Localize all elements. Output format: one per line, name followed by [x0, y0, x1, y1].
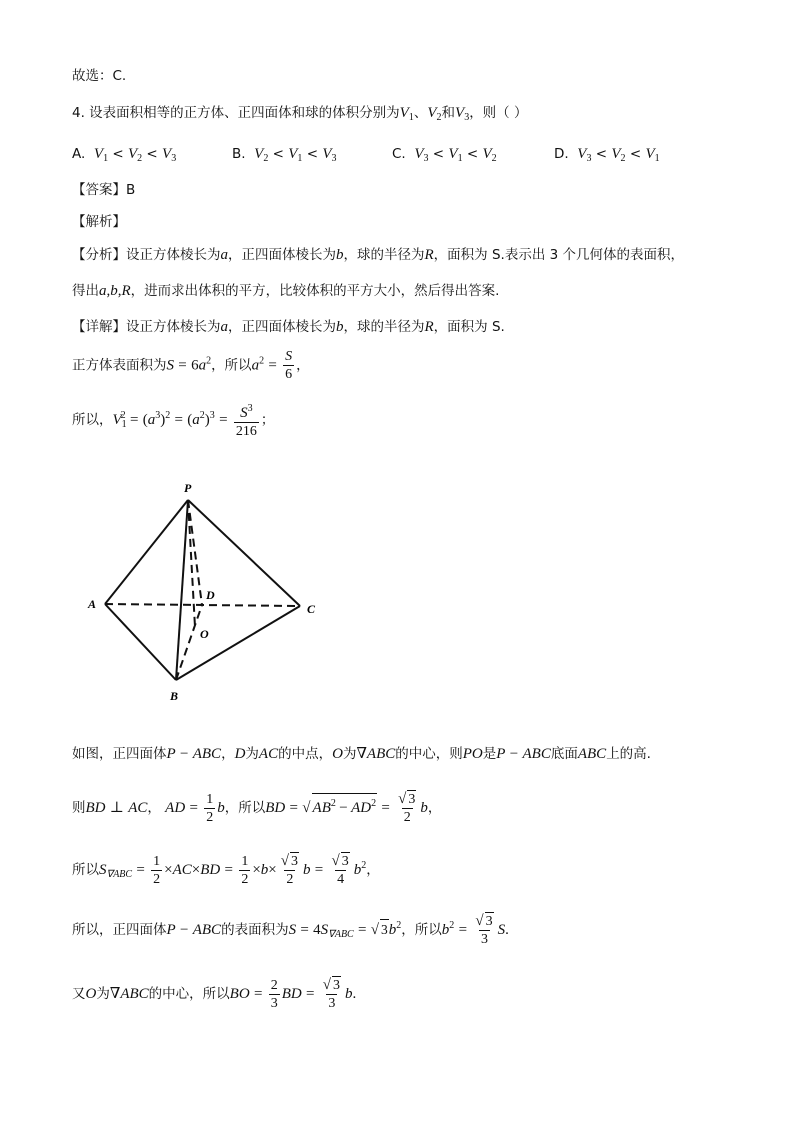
option-d: D. $V_3 < V_2 < V_1$ [554, 146, 660, 164]
area-abc-line: 所以$S_{\nabla ABC}$ = $\frac{1}{2}$ ×AC×BD = $\frac{1}{2}$ ×b× $\frac{√ 3}{2}$ b = $\frac{√ 3}{4}$ $b^2$， [72, 853, 380, 887]
answer-line: 【答案】B [72, 182, 136, 198]
option-b: B. $V_2 < V_1 < V_3$ [232, 146, 337, 164]
question-text: 4. 设表面积相等的正方体、正四面体和球的体积分别为 [72, 105, 400, 121]
cube-volume-line: 所以，$V_1^2 = (a^3)^2 = (a^2)^3$ = $\frac{S^3}{216}$ ； [72, 400, 274, 440]
bo-line: 又O为∇ABC的中心，所以BO = $\frac{2}{3}$ BD = $\frac{√ 3}{3}$ b. [72, 977, 357, 1011]
fraction-s3-over-216: $\frac{S^3}{216}$ [235, 403, 257, 439]
options-line [72, 144, 660, 169]
option-a: A. $V_1 < V_2 < V_3$ [72, 146, 177, 164]
xiangjie-line: 【详解】设正方体棱长为a，正四面体棱长为b，球的半径为R，面积为 S. [72, 319, 505, 335]
label-P: P [184, 481, 192, 495]
text-line-choice [72, 66, 126, 86]
fenxi-line-1: 【分析】设正方体棱长为a，正四面体棱长为b，球的半径为R，面积为 S.表示出 3 个几何体的表面积， [72, 247, 684, 263]
option-c: C. $V_3 < V_1 < V_2$ [392, 146, 497, 164]
tetra-intro-line: 如图，正四面体P − ABC，D为AC的中点，O为∇ABC的中心，则PO是P − ABC底面ABC上的高. [72, 746, 651, 762]
tetrahedron-edges [105, 500, 300, 680]
fraction-s-over-6: $\frac{S}{6}$ [285, 349, 293, 382]
edge-AB [105, 604, 176, 680]
label-B: B [170, 689, 179, 703]
tetrahedron-hidden-edges [105, 500, 300, 680]
label-O: O [200, 627, 209, 641]
label-C: C [307, 602, 316, 616]
edge-PA [105, 500, 188, 604]
surface-area-line: 所以，正四面体P − ABC的表面积为$S = 4S_{\nabla ABC}$ = √ $3b^2$，所以$b^2$ = $\frac{√ 3}{3}$ S. [72, 913, 509, 947]
edge-PC [188, 500, 300, 606]
bd-line: 则BD ⊥ AC， AD = $\frac{1}{2}$ b，所以BD = √ $AB^2 - AD^2$ = $\frac{√ 3}{2}$ b， [72, 791, 442, 825]
label-D: D [206, 588, 215, 602]
tetrahedron-figure [80, 470, 330, 710]
question-line: 4. 设表面积相等的正方体、正四面体和球的体积分别为$V_1$、$V_2$和$V_3$，则（ ） [72, 105, 528, 123]
analysis-heading: 【解析】 [72, 214, 126, 230]
choice-text: 故选：C. [72, 68, 127, 84]
fenxi-line-2: 得出a,b,R，进而求出体积的平方，比较体积的平方大小，然后得出答案. [72, 283, 500, 299]
question-tail: ，则（ ） [469, 105, 528, 121]
cube-area-line: 正方体表面积为$S = 6a^2$，所以$a^2$ = $\frac{S}{6}$ ， [72, 349, 310, 382]
label-A: A [88, 597, 97, 611]
